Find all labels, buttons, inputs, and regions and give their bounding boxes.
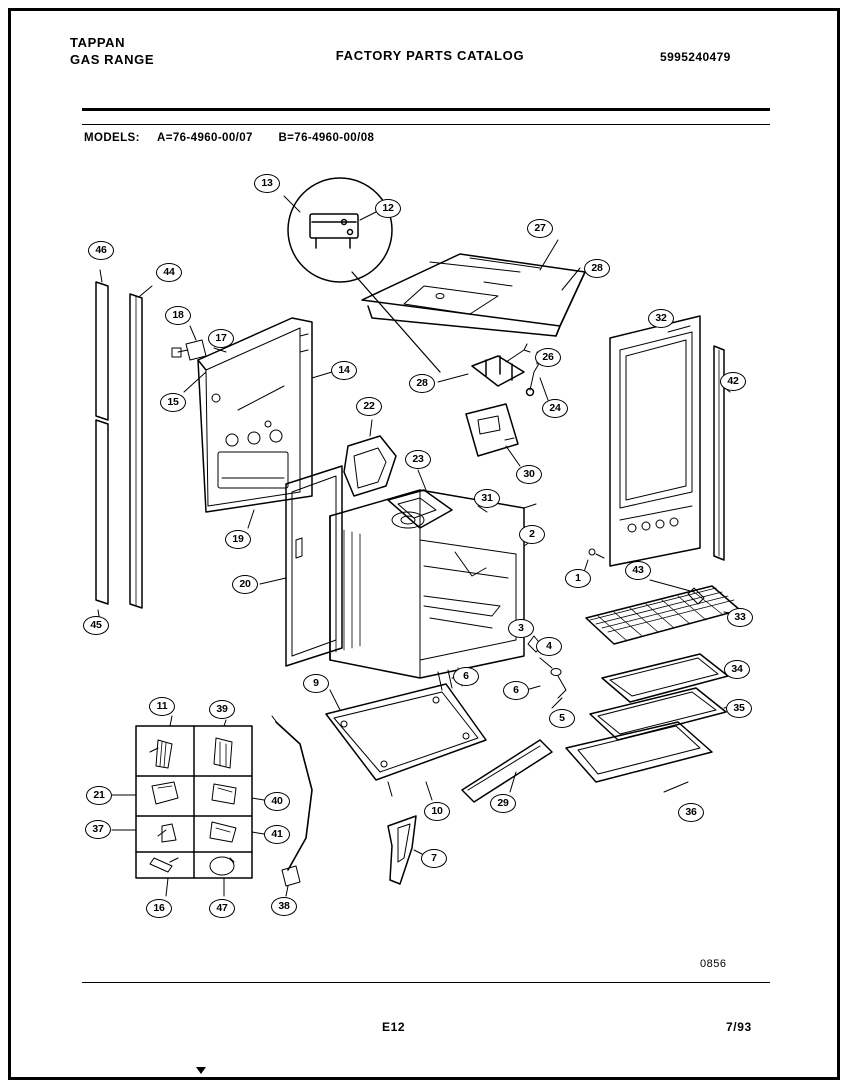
callout-36: 36 xyxy=(678,803,704,822)
callout-5: 5 xyxy=(549,709,575,728)
callout-13: 13 xyxy=(254,174,280,193)
callout-1: 1 xyxy=(565,569,591,588)
callout-37: 37 xyxy=(85,820,111,839)
callout-15: 15 xyxy=(160,393,186,412)
callout-41: 41 xyxy=(264,825,290,844)
callout-3: 3 xyxy=(508,619,534,638)
callout-14: 14 xyxy=(331,361,357,380)
models-row xyxy=(84,132,396,144)
callout-40: 40 xyxy=(264,792,290,811)
edge-marker xyxy=(196,1067,206,1074)
page-number: E12 xyxy=(382,1020,406,1034)
callout-7: 7 xyxy=(421,849,447,868)
callout-28: 28 xyxy=(409,374,435,393)
model-a: A=76-4960-00/07 xyxy=(157,132,253,144)
callout-22: 22 xyxy=(356,397,382,416)
callout-34: 34 xyxy=(724,660,750,679)
callout-21: 21 xyxy=(86,786,112,805)
callout-20: 20 xyxy=(232,575,258,594)
header-rule xyxy=(82,108,770,111)
catalog-number: 5995240479 xyxy=(660,50,731,64)
callout-26: 26 xyxy=(535,348,561,367)
header-rule-thin xyxy=(82,124,770,125)
callout-47: 47 xyxy=(209,899,235,918)
callout-31: 31 xyxy=(474,489,500,508)
callout-16: 16 xyxy=(146,899,172,918)
brand-name: TAPPAN xyxy=(70,35,126,50)
callout-27: 27 xyxy=(527,219,553,238)
models-label: MODELS: xyxy=(84,132,140,144)
callout-2: 2 xyxy=(519,525,545,544)
model-b: B=76-4960-00/08 xyxy=(278,132,375,144)
callout-9: 9 xyxy=(303,674,329,693)
callout-33: 33 xyxy=(727,608,753,627)
product-line: GAS RANGE xyxy=(70,52,155,67)
callout-6: 6 xyxy=(503,681,529,700)
callout-45: 45 xyxy=(83,616,109,635)
figure-code: 0856 xyxy=(700,958,727,970)
callout-24: 24 xyxy=(542,399,568,418)
callout-30: 30 xyxy=(516,465,542,484)
callout-12: 12 xyxy=(375,199,401,218)
callout-35: 35 xyxy=(726,699,752,718)
page-border xyxy=(8,8,840,1080)
callout-46: 46 xyxy=(88,241,114,260)
callout-11: 11 xyxy=(149,697,175,716)
callout-38: 38 xyxy=(271,897,297,916)
callout-19: 19 xyxy=(225,530,251,549)
callout-6: 6 xyxy=(453,667,479,686)
catalog-title: FACTORY PARTS CATALOG xyxy=(335,48,525,63)
callout-4: 4 xyxy=(536,637,562,656)
brand-block xyxy=(70,34,154,68)
footer-rule xyxy=(82,982,770,983)
callout-18: 18 xyxy=(165,306,191,325)
callout-42: 42 xyxy=(720,372,746,391)
callout-23: 23 xyxy=(405,450,431,469)
revision-date: 7/93 xyxy=(726,1020,752,1034)
callout-29: 29 xyxy=(490,794,516,813)
callout-17: 17 xyxy=(208,329,234,348)
callout-10: 10 xyxy=(424,802,450,821)
callout-39: 39 xyxy=(209,700,235,719)
callout-32: 32 xyxy=(648,309,674,328)
callout-28: 28 xyxy=(584,259,610,278)
callout-44: 44 xyxy=(156,263,182,282)
callout-43: 43 xyxy=(625,561,651,580)
